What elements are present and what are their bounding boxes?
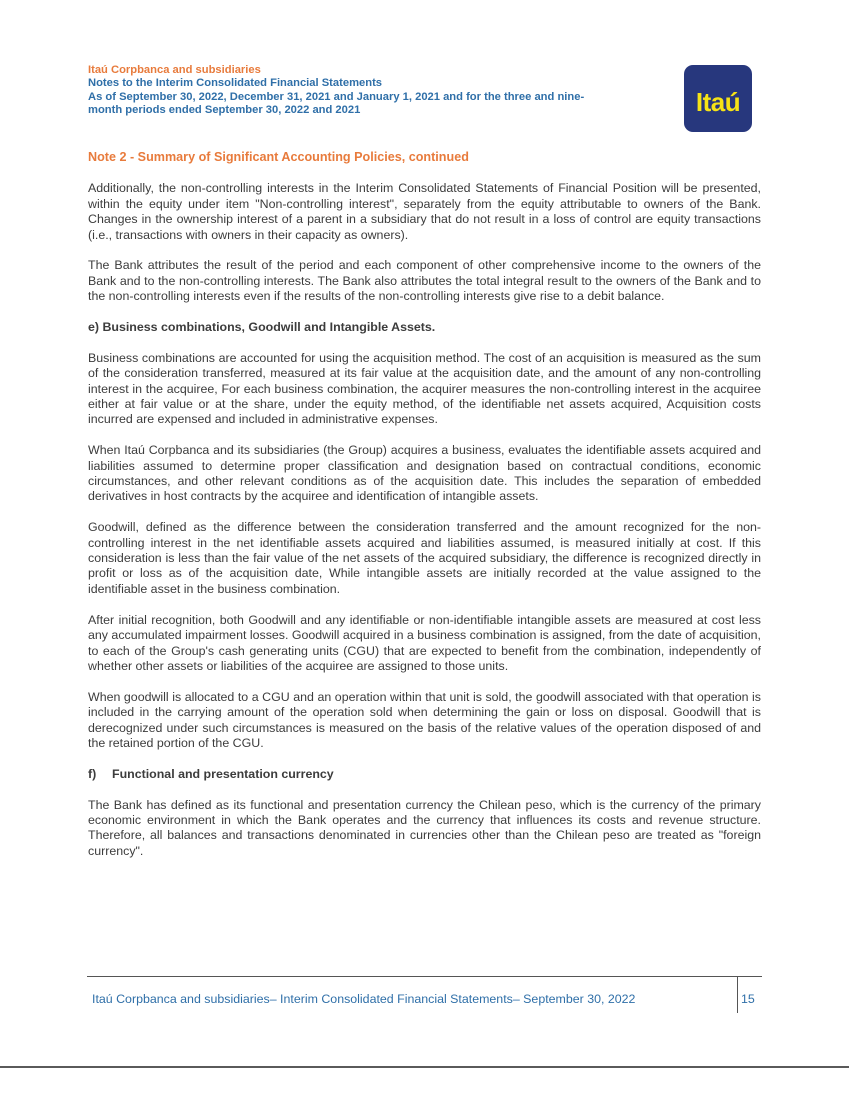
header-period-line-2: month periods ended September 30, 2022 and 2021: [88, 104, 361, 117]
footer-page-separator: [737, 976, 738, 1013]
paragraph: Goodwill, defined as the difference between the consideration transferred and the amount recognized for the non-controlling interest in the net identifiable assets acquired and liabilities assumed, is measured initially at cost. If this consideration is less than the fair value of the net assets of the acquired subsidiary, the difference is recognized directly in profit or loss as of the acquisition date, While intangible assets are initially recorded at the value assigned to the identifiable asset in the business combination.: [88, 520, 761, 596]
itau-logo-icon: [684, 65, 752, 132]
document-body: [88, 150, 761, 875]
paragraph: Business combinations are accounted for using the acquisition method. The cost of an acquisition is measured as the sum of the consideration transferred, measured at its fair value at the acquisition date, and the amount of any non-controlling interest in the acquiree, For each business combination, the acquirer measures the non-controlling interest in the acquiree either at fair value or at the share, under the equity method, of the identifiable net assets acquired, Acquisition costs incurred are expensed and included in administrative expenses.: [88, 350, 761, 427]
page-bottom-divider: [0, 1066, 849, 1068]
paragraph: When Itaú Corpbanca and its subsidiaries (the Group) acquires a business, evaluates the identifiable assets acquired and liabilities assumed to determine proper classification and designation based on contractual conditions, economic circumstances, and other relevant conditions as of the acquisition date. This includes the separation of embedded derivatives in host contracts by the acquiree and identification of intangible assets.: [88, 443, 761, 504]
footer-divider: [87, 976, 762, 977]
paragraph: Additionally, the non-controlling interests in the Interim Consolidated Statements of Financial Position will be presented, within the equity under item "Non-controlling interest", separately from the equity attributable to owners of the Bank. Changes in the ownership interest of a parent in a subsidiary that do not result in a loss of control are equity transactions (i.e., transactions with owners in their capacity as owners).: [88, 181, 761, 242]
footer-text: Itaú Corpbanca and subsidiaries– Interim Consolidated Financial Statements– September 30, 2022: [92, 992, 636, 1006]
paragraph: After initial recognition, both Goodwill and any identifiable or non-identifiable intangible assets are measured at cost less any accumulated impairment losses. Goodwill acquired in a business combination is assigned, from the date of acquisition, to each of the Group's cash generating units (CGU) that are expected to benefit from the combination, independently of whether other assets or liabilities of the acquiree are assigned to those units.: [88, 612, 761, 673]
section-e-heading: e) Business combinations, Goodwill and Intangible Assets.: [88, 320, 436, 335]
paragraph: The Bank has defined as its functional and presentation currency the Chilean peso, which is the currency of the primary economic environment in which the Bank operates and the currency that influences its costs and revenue structure. Therefore, all balances and transactions denominated in currencies other than the Chilean peso are treated as "foreign currency".: [88, 797, 761, 858]
section-f-title: Functional and presentation currency: [112, 766, 334, 781]
paragraph: When goodwill is allocated to a CGU and an operation within that unit is sold, the goodwill associated with that operation is included in the carrying amount of the operation sold when determining the gain or loss on disposal. Goodwill that is derecognized under such circumstances is measured on the basis of the relative values of the operation disposed of and the retained portion of the CGU.: [88, 689, 761, 750]
page-number: 15: [741, 992, 755, 1006]
note-title: Note 2 - Summary of Significant Accounting Policies, continued: [88, 150, 469, 164]
document-header: [88, 64, 668, 118]
header-title: Notes to the Interim Consolidated Financial Statements: [88, 77, 383, 90]
header-period-line-1: As of September 30, 2022, December 31, 2021 and January 1, 2021 and for the three and nine-: [88, 90, 585, 103]
header-company-name: Itaú Corpbanca and subsidiaries: [88, 64, 261, 76]
paragraph: The Bank attributes the result of the period and each component of other comprehensive income to the owners of the Bank and to the non-controlling interests. The Bank also attributes the total integral result to the owners of the Bank and to the non-controlling interests even if the results of the non-controlling interests give rise to a debit balance.: [88, 258, 761, 304]
section-f-marker: f): [88, 766, 97, 781]
logo-text: Itaú: [695, 87, 741, 117]
section-f-heading: [88, 767, 761, 782]
